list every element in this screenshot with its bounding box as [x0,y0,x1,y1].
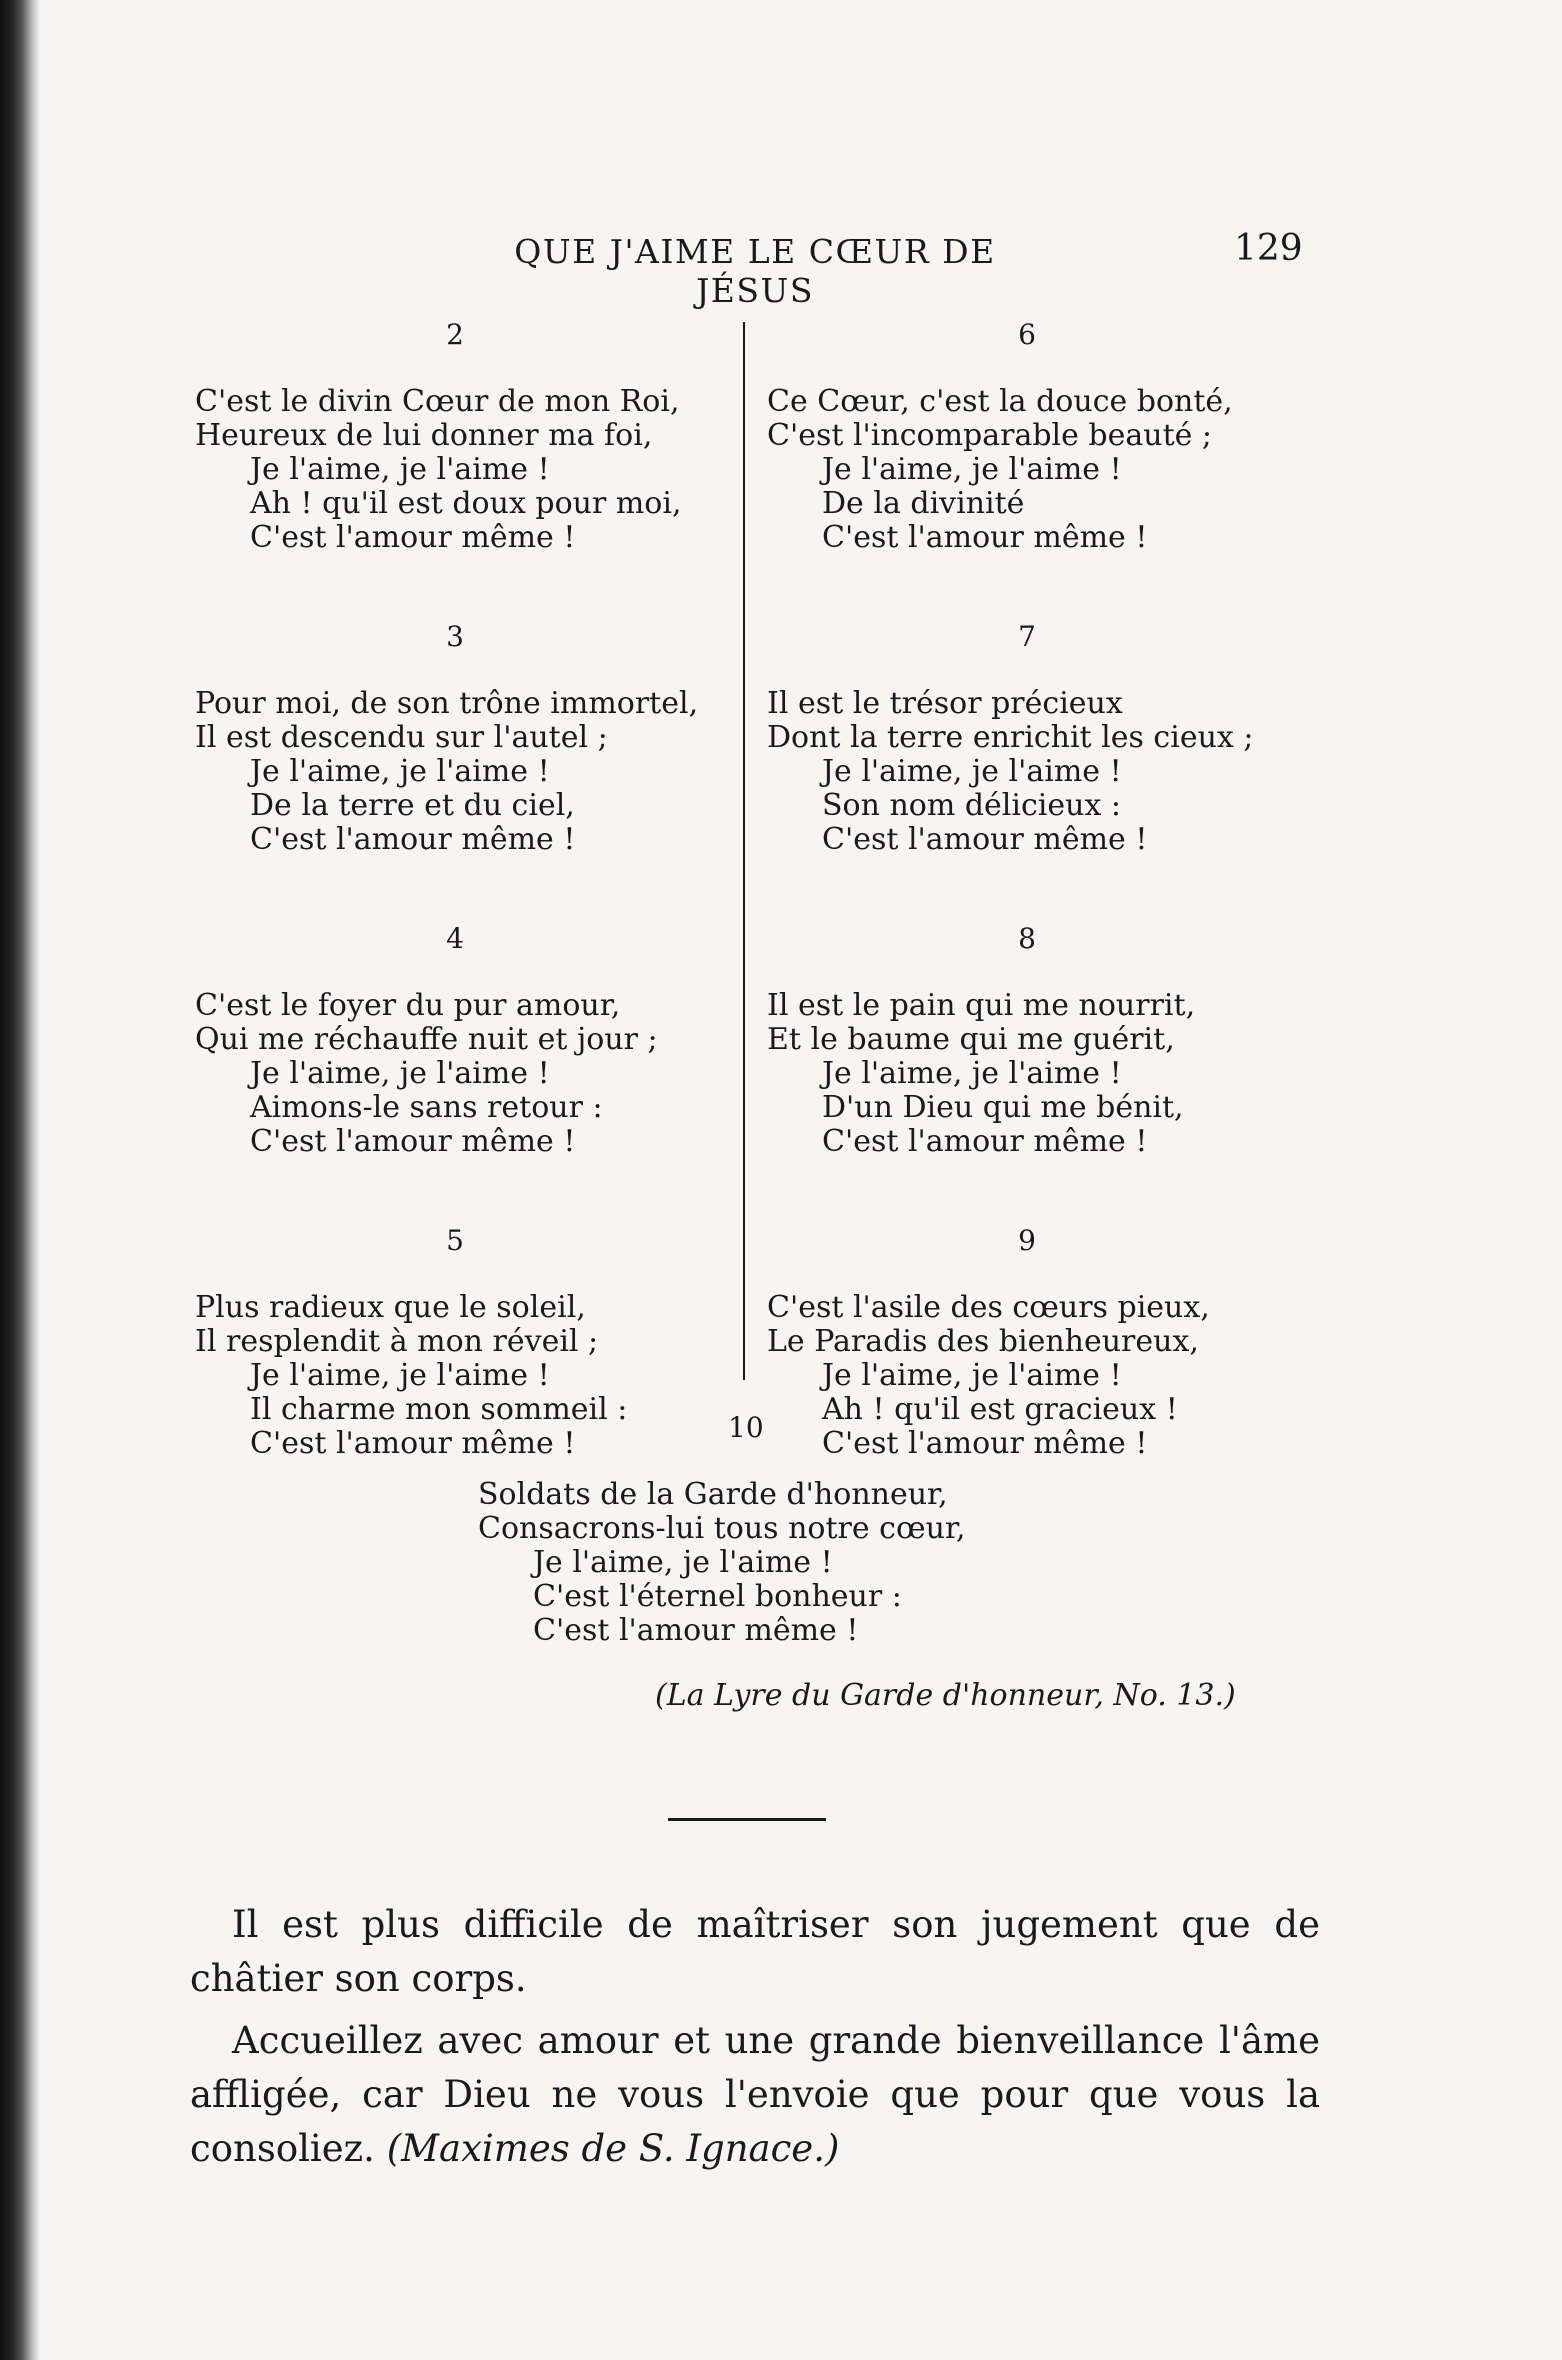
verse-line: Il est le pain qui me nourrit, [767,988,1196,1023]
maxim-paragraph [190,2014,1320,2176]
maxim-text: Accueillez avec amour et une grande bienveillance l'âme affligée, car Dieu ne vous l'envoie que pour que vous la consoliez. [190,2019,1320,2170]
verse-line: Dont la terre enrichit les cieux ; [767,720,1254,755]
verse-line: Et le baume qui me guérit, [767,1022,1175,1057]
stanza-3 [195,617,725,857]
verse-line: Je l'aime, je l'aime ! [822,754,1122,789]
stanza-number: 10 [728,1411,764,1444]
verse-line: C'est l'amour même ! [250,1124,576,1159]
verse-line: Il est le trésor précieux [767,686,1123,721]
maxim-paragraph: Il est plus difficile de maîtriser son jugement que de châtier son corps. [190,1903,1320,2000]
verse-line: Je l'aime, je l'aime ! [822,452,1122,487]
verse-line: Le Paradis des bienheureux, [767,1324,1199,1359]
right-column [767,315,1327,1461]
verse-line: C'est le foyer du pur amour, [195,988,621,1023]
stanza-number: 2 [446,318,464,351]
verse-line: Ce Cœur, c'est la douce bonté, [767,384,1233,419]
page-binding-edge [0,0,40,2360]
verse-line: Je l'aime, je l'aime ! [822,1358,1122,1393]
verse-line: Je l'aime, je l'aime ! [250,1358,550,1393]
verse-line: C'est l'amour même ! [822,520,1148,555]
source-attribution: (La Lyre du Garde d'honneur, No. 13.) [655,1678,1236,1713]
verse-line: Soldats de la Garde d'honneur, [478,1477,948,1512]
verse-line: Je l'aime, je l'aime ! [250,754,550,789]
verse-line: De la terre et du ciel, [250,788,575,823]
running-title: QUE J'AIME LE CŒUR DE JÉSUS [514,232,996,310]
verse-line: Il charme mon sommeil : [250,1392,628,1427]
stanza-number: 6 [1018,318,1036,351]
verse-line: C'est le divin Cœur de mon Roi, [195,384,680,419]
verse-line: De la divinité [822,486,1025,521]
verse-line: Je l'aime, je l'aime ! [533,1545,833,1580]
verse-line: Plus radieux que le soleil, [195,1290,586,1325]
verse-line: C'est l'asile des cœurs pieux, [767,1290,1210,1325]
verse-line: Ah ! qu'il est gracieux ! [822,1392,1178,1427]
verse-line: C'est l'éternel bonheur : [533,1579,902,1614]
stanza-number: 8 [1018,922,1036,955]
stanza-number: 5 [446,1224,464,1257]
verse-line: Son nom délicieux : [822,788,1122,823]
stanza-4 [195,919,725,1159]
maxim-citation: (Maximes de S. Ignace.) [386,2127,840,2170]
verse-line: Ah ! qu'il est doux pour moi, [250,486,682,521]
stanza-10 [478,1408,1178,1648]
stanza-8 [767,919,1327,1159]
verse-line: D'un Dieu qui me bénit, [822,1090,1184,1125]
section-separator [668,1818,826,1821]
verse-line: C'est l'amour même ! [533,1613,859,1648]
stanza-number: 3 [446,620,464,653]
verse-line: Il resplendit à mon réveil ; [195,1324,599,1359]
verse-line: C'est l'amour même ! [822,822,1148,857]
verse-line: C'est l'amour même ! [250,1426,576,1461]
stanza-number: 4 [446,922,464,955]
stanza-number: 7 [1018,620,1036,653]
verse-line: C'est l'amour même ! [822,1426,1148,1461]
verse-line: C'est l'incomparable beauté ; [767,418,1213,453]
verse-line: Je l'aime, je l'aime ! [822,1056,1122,1091]
left-column [195,315,725,1461]
verse-line: Aimons-le sans retour : [250,1090,603,1125]
verse-line: C'est l'amour même ! [250,822,576,857]
verse-line: Il est descendu sur l'autel ; [195,720,608,755]
stanza-number: 9 [1018,1224,1036,1257]
verse-line: Pour moi, de son trône immortel, [195,686,699,721]
verse-line: Je l'aime, je l'aime ! [250,452,550,487]
stanza-6 [767,315,1327,555]
verse-line: Je l'aime, je l'aime ! [250,1056,550,1091]
column-divider [743,322,745,1380]
page-number: 129 [1234,228,1303,269]
verse-line: C'est l'amour même ! [822,1124,1148,1159]
stanza-7 [767,617,1327,857]
verse-line: Heureux de lui donner ma foi, [195,418,653,453]
verse-line: Consacrons-lui tous notre cœur, [478,1511,966,1546]
maxims-section [190,1898,1320,2184]
verse-line: C'est l'amour même ! [250,520,576,555]
stanza-2 [195,315,725,555]
verse-line: Qui me réchauffe nuit et jour ; [195,1022,658,1057]
